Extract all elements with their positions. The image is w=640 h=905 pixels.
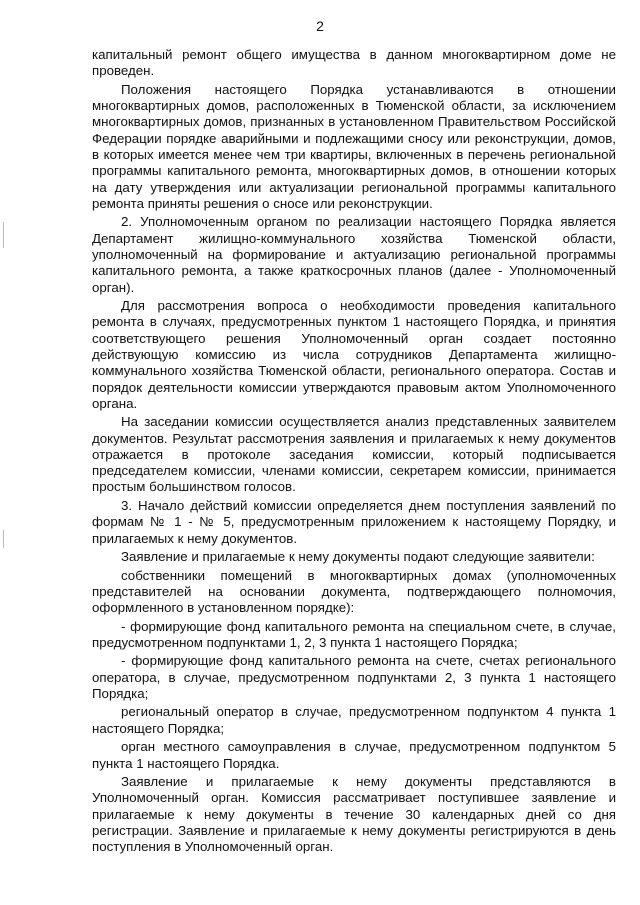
paragraph: Заявление и прилагаемые к нему документы подают следующие заявители: bbox=[121, 549, 595, 565]
paragraph: 2. Уполномоченным органом по реализации настоящего Порядка является Департамент жилищно-коммунального хозяйства Тюменской области, уполномоченный на формирование и актуализацию региональной программы капитального ремонта, а также краткосрочных планов (далее - Уполномоченный орган). bbox=[92, 214, 616, 295]
paragraph: Для рассмотрения вопроса о необходимости проведения капитального ремонта в случаях, предусмотренных пунктом 1 настоящего Порядка, и принятия соответствующего решения Уполномоченный орган создает постоянно действующую комиссию из числа сотрудников Департамента жилищно-коммунального хозяйства Тюменской области, регионального оператора. Состав и порядок деятельности комиссии утверждаются правовым актом Уполномоченного органа. bbox=[92, 298, 616, 411]
paragraph: региональный оператор в случае, предусмотренном подпунктом 4 пункта 1 настоящего Порядка; bbox=[92, 704, 616, 736]
scan-edge-mark bbox=[3, 222, 4, 248]
document-body bbox=[92, 47, 616, 858]
paragraph: капитальный ремонт общего имущества в данном многоквартирном доме не проведен. bbox=[92, 47, 616, 79]
paragraph: - формирующие фонд капитального ремонта на специальном счете, в случае, предусмотренном подпунктами 1, 2, 3 пункта 1 настоящего Порядка; bbox=[92, 618, 616, 650]
scan-edge-mark bbox=[3, 530, 4, 548]
paragraph: 3. Начало действий комиссии определяется днем поступления заявлений по формам № 1 - № 5, предусмотренным приложением к настоящему Порядку, и прилагаемых к нему документов. bbox=[92, 497, 616, 546]
paragraph: - формирующие фонд капитального ремонта на счете, счетах регионального оператора, в случае, предусмотренном подпунктами 2, 3 пункта 1 настоящего Порядка; bbox=[92, 653, 616, 701]
paragraph: Заявление и прилагаемые к нему документы представляются в Уполномоченный орган. Комиссия рассматривает поступившее заявление и прилагаемые к нему документы в течение 30 календарных дней со дня регистрации. Заявление и прилагаемые к нему документы регистрируются в день поступления в Уполномоченный орган. bbox=[92, 774, 616, 855]
paragraph: орган местного самоуправления в случае, предусмотренном подпунктом 5 пункта 1 настоящего Порядка. bbox=[92, 739, 616, 771]
paragraph: Положения настоящего Порядка устанавливаются в отношении многоквартирных домов, расположенных в Тюменской области, за исключением многоквартирных домов, признанных в установленном Правительством Российской Федерации порядке аварийными и подлежащими сносу или реконструкции, домов, в которых имеется менее чем три квартиры, включенных в перечень региональной программы капитального ремонта, многоквартирных домов, в отношении которых на дату утверждения или актуализации региональной программы капитального ремонта приняты решения о сносе или реконструкции. bbox=[92, 81, 616, 211]
page-number: 2 bbox=[316, 18, 324, 34]
paragraph: На заседании комиссии осуществляется анализ представленных заявителем документов. Результат рассмотрения заявления и прилагаемых к нему документов отражается в протоколе заседания комиссии, который подписывается председателем комиссии, членами комиссии, секретарем комиссии, принимается простым большинством голосов. bbox=[92, 414, 616, 495]
paragraph: собственники помещений в многоквартирных домах (уполномоченных представителей на основании документа, подтверждающего полномочия, оформленного в установленном порядке): bbox=[92, 567, 616, 616]
